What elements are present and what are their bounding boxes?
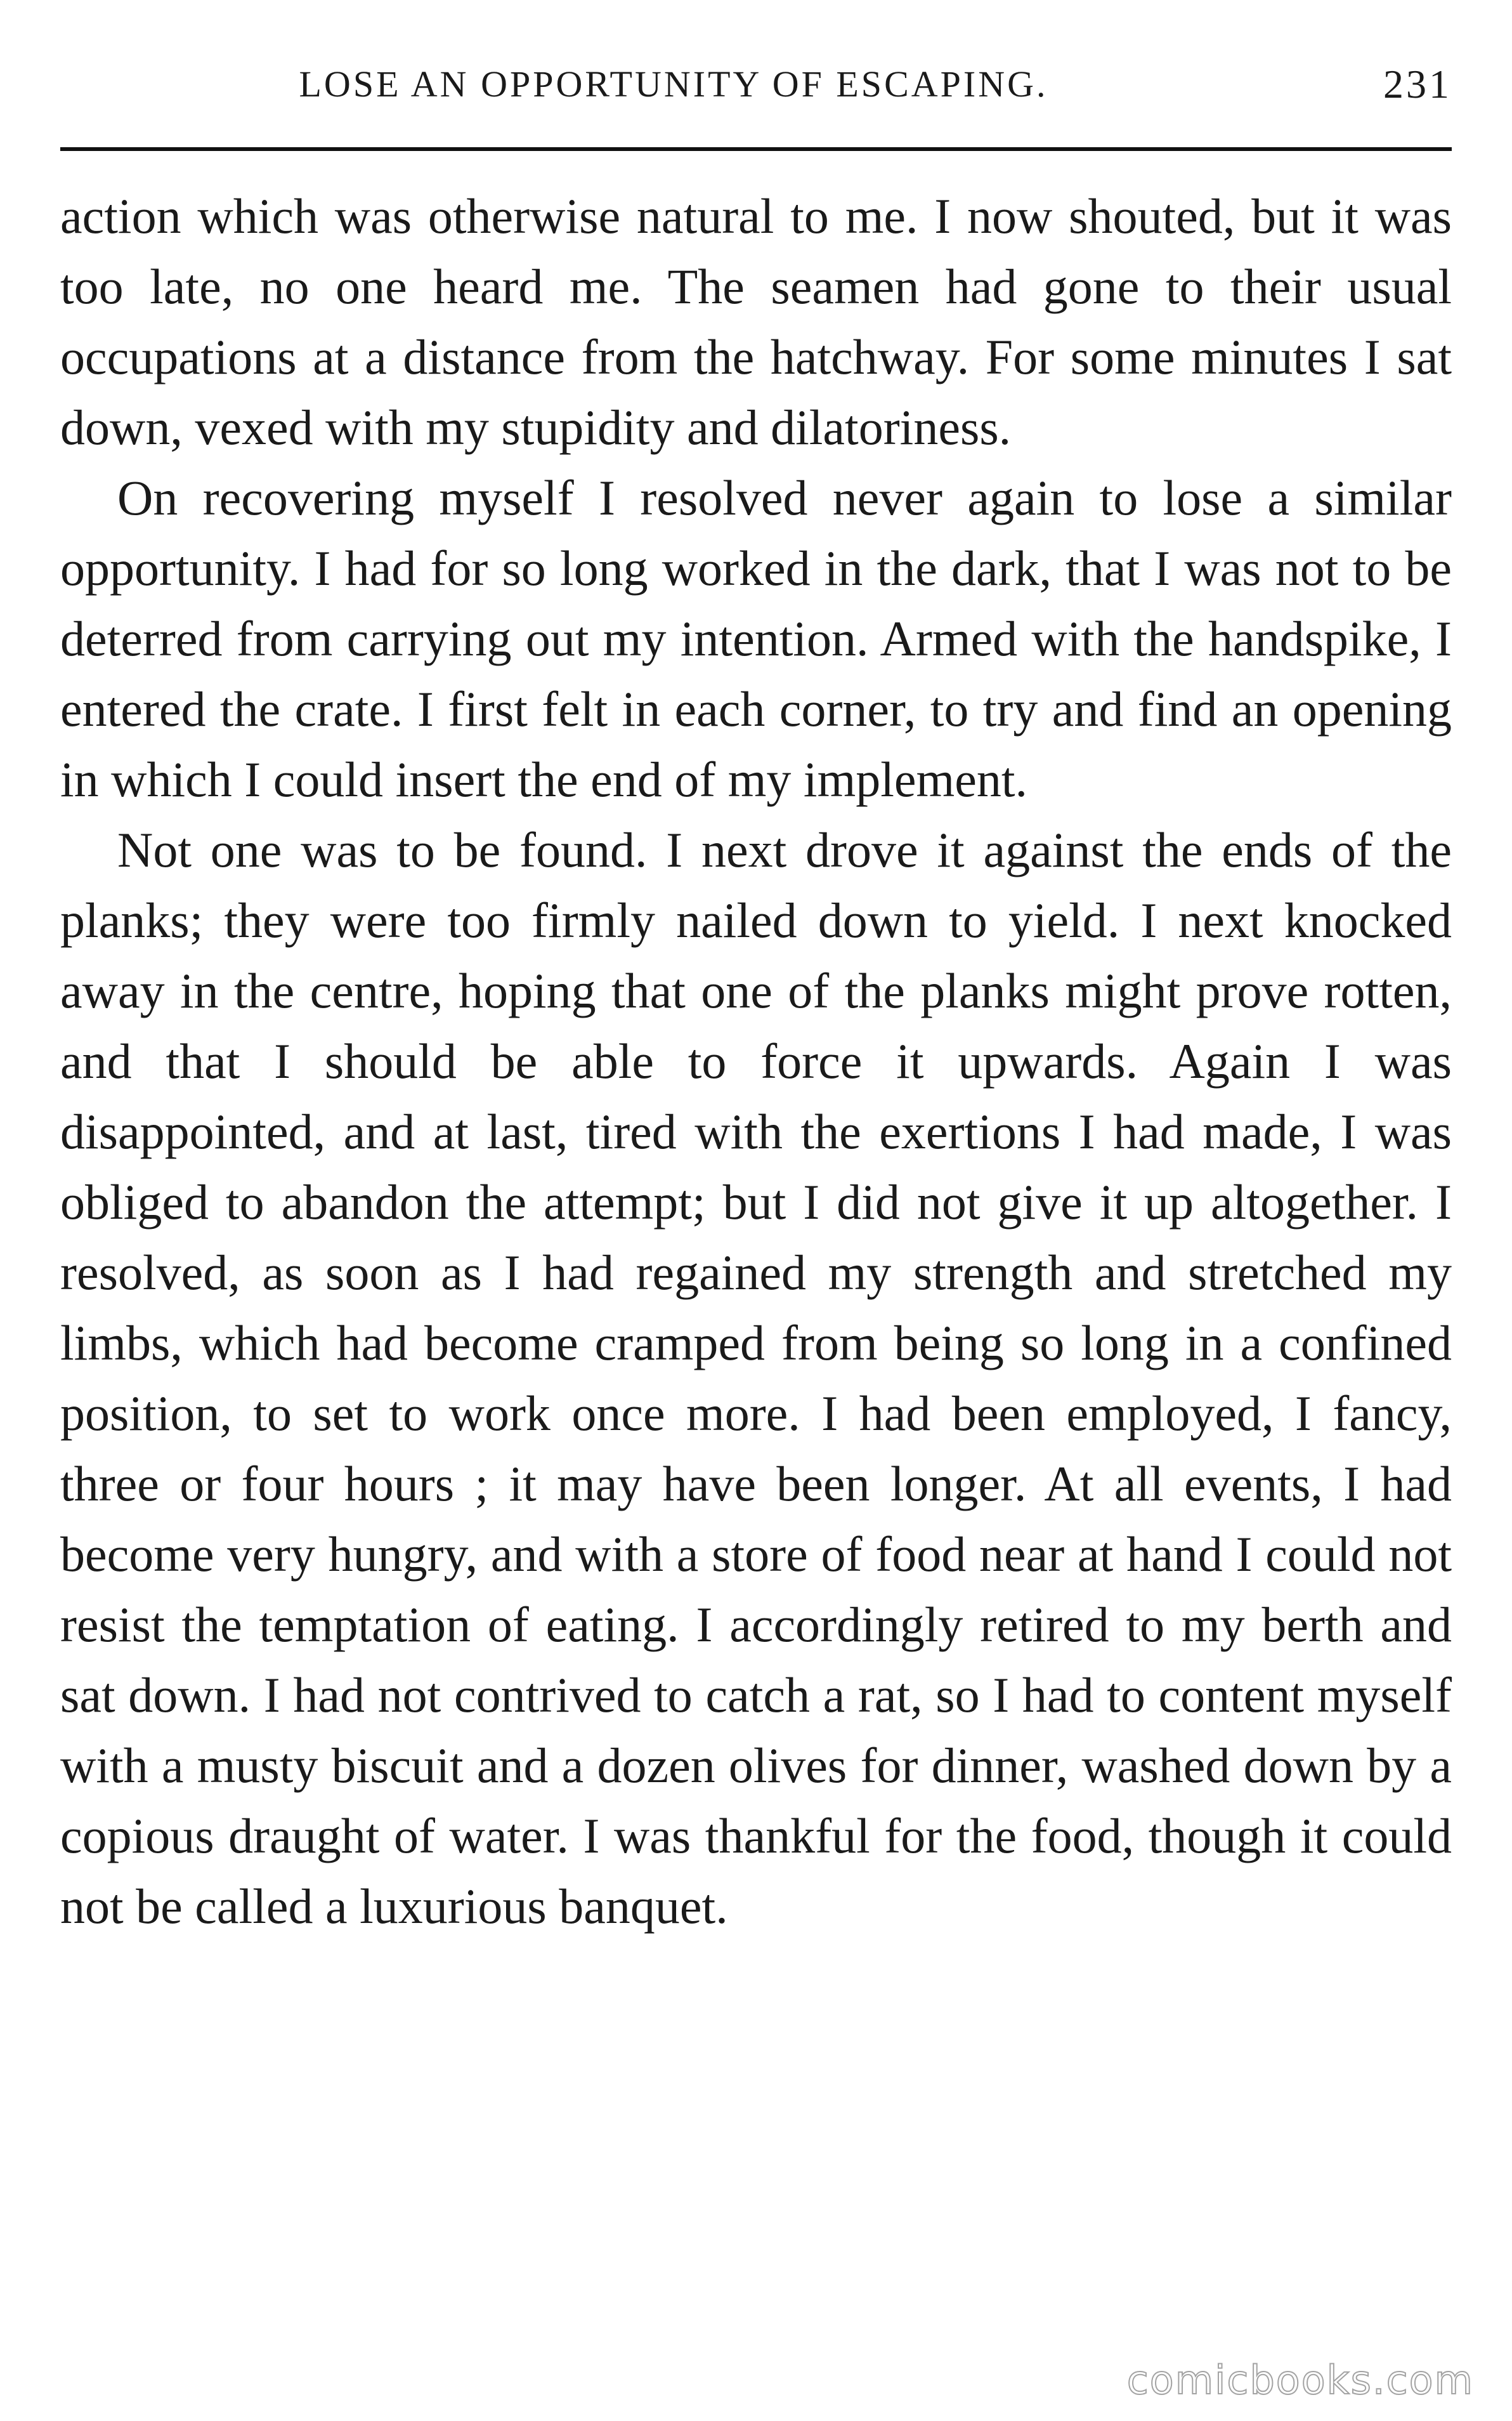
page-number: 231 <box>1383 62 1452 107</box>
header-rule <box>60 147 1452 151</box>
paragraph-3: Not one was to be found. I next drove it against the ends of the planks; they were too firmly nailed down to yield. I next knocked away in the centre, hoping that one of the planks might prove rotten, and that I should be able to force it upwards. Again I was disappointed, and at last, tired with the exertions I had made, I was obliged to abandon the attempt; but I did not give it up altogether. I resolved, as soon as I had regained my strength and stretched my limbs, which had become cramped from being so long in a confined position, to set to work once more. I had been employed, I fancy, three or four hours ; it may have been longer. At all events, I had become very hungry, and with a store of food near at hand I could not resist the temptation of eating. I accordingly retired to my berth and sat down. I had not contrived to catch a rat, so I had to content myself with a musty biscuit and a dozen olives for dinner, washed down by a copious draught of water. I was thankful for the food, though it could not be called a luxurious banquet. <box>60 822 1452 1934</box>
watermark: comicbooks.com <box>1126 2357 1474 2403</box>
paragraph-2: On recovering myself I resolved never again to lose a similar opportunity. I had for so long worked in the dark, that I was not to be deterred from carrying out my intention. Armed with the handspike, I entered the crate. I first felt in each corner, to try and find an opening in which I could insert the end of my implement. <box>60 470 1452 807</box>
paragraph-1: action which was otherwise natural to me. I now shouted, but it was too late, no one heard me. The seamen had gone to their usual occupations at a distance from the hatchway. For some minutes I sat down, vexed with my stupidity and dilatoriness. <box>60 188 1452 455</box>
body-text <box>60 181 1452 1941</box>
running-title: LOSE AN OPPORTUNITY OF ESCAPING. <box>299 63 1048 105</box>
running-head <box>60 56 1452 119</box>
